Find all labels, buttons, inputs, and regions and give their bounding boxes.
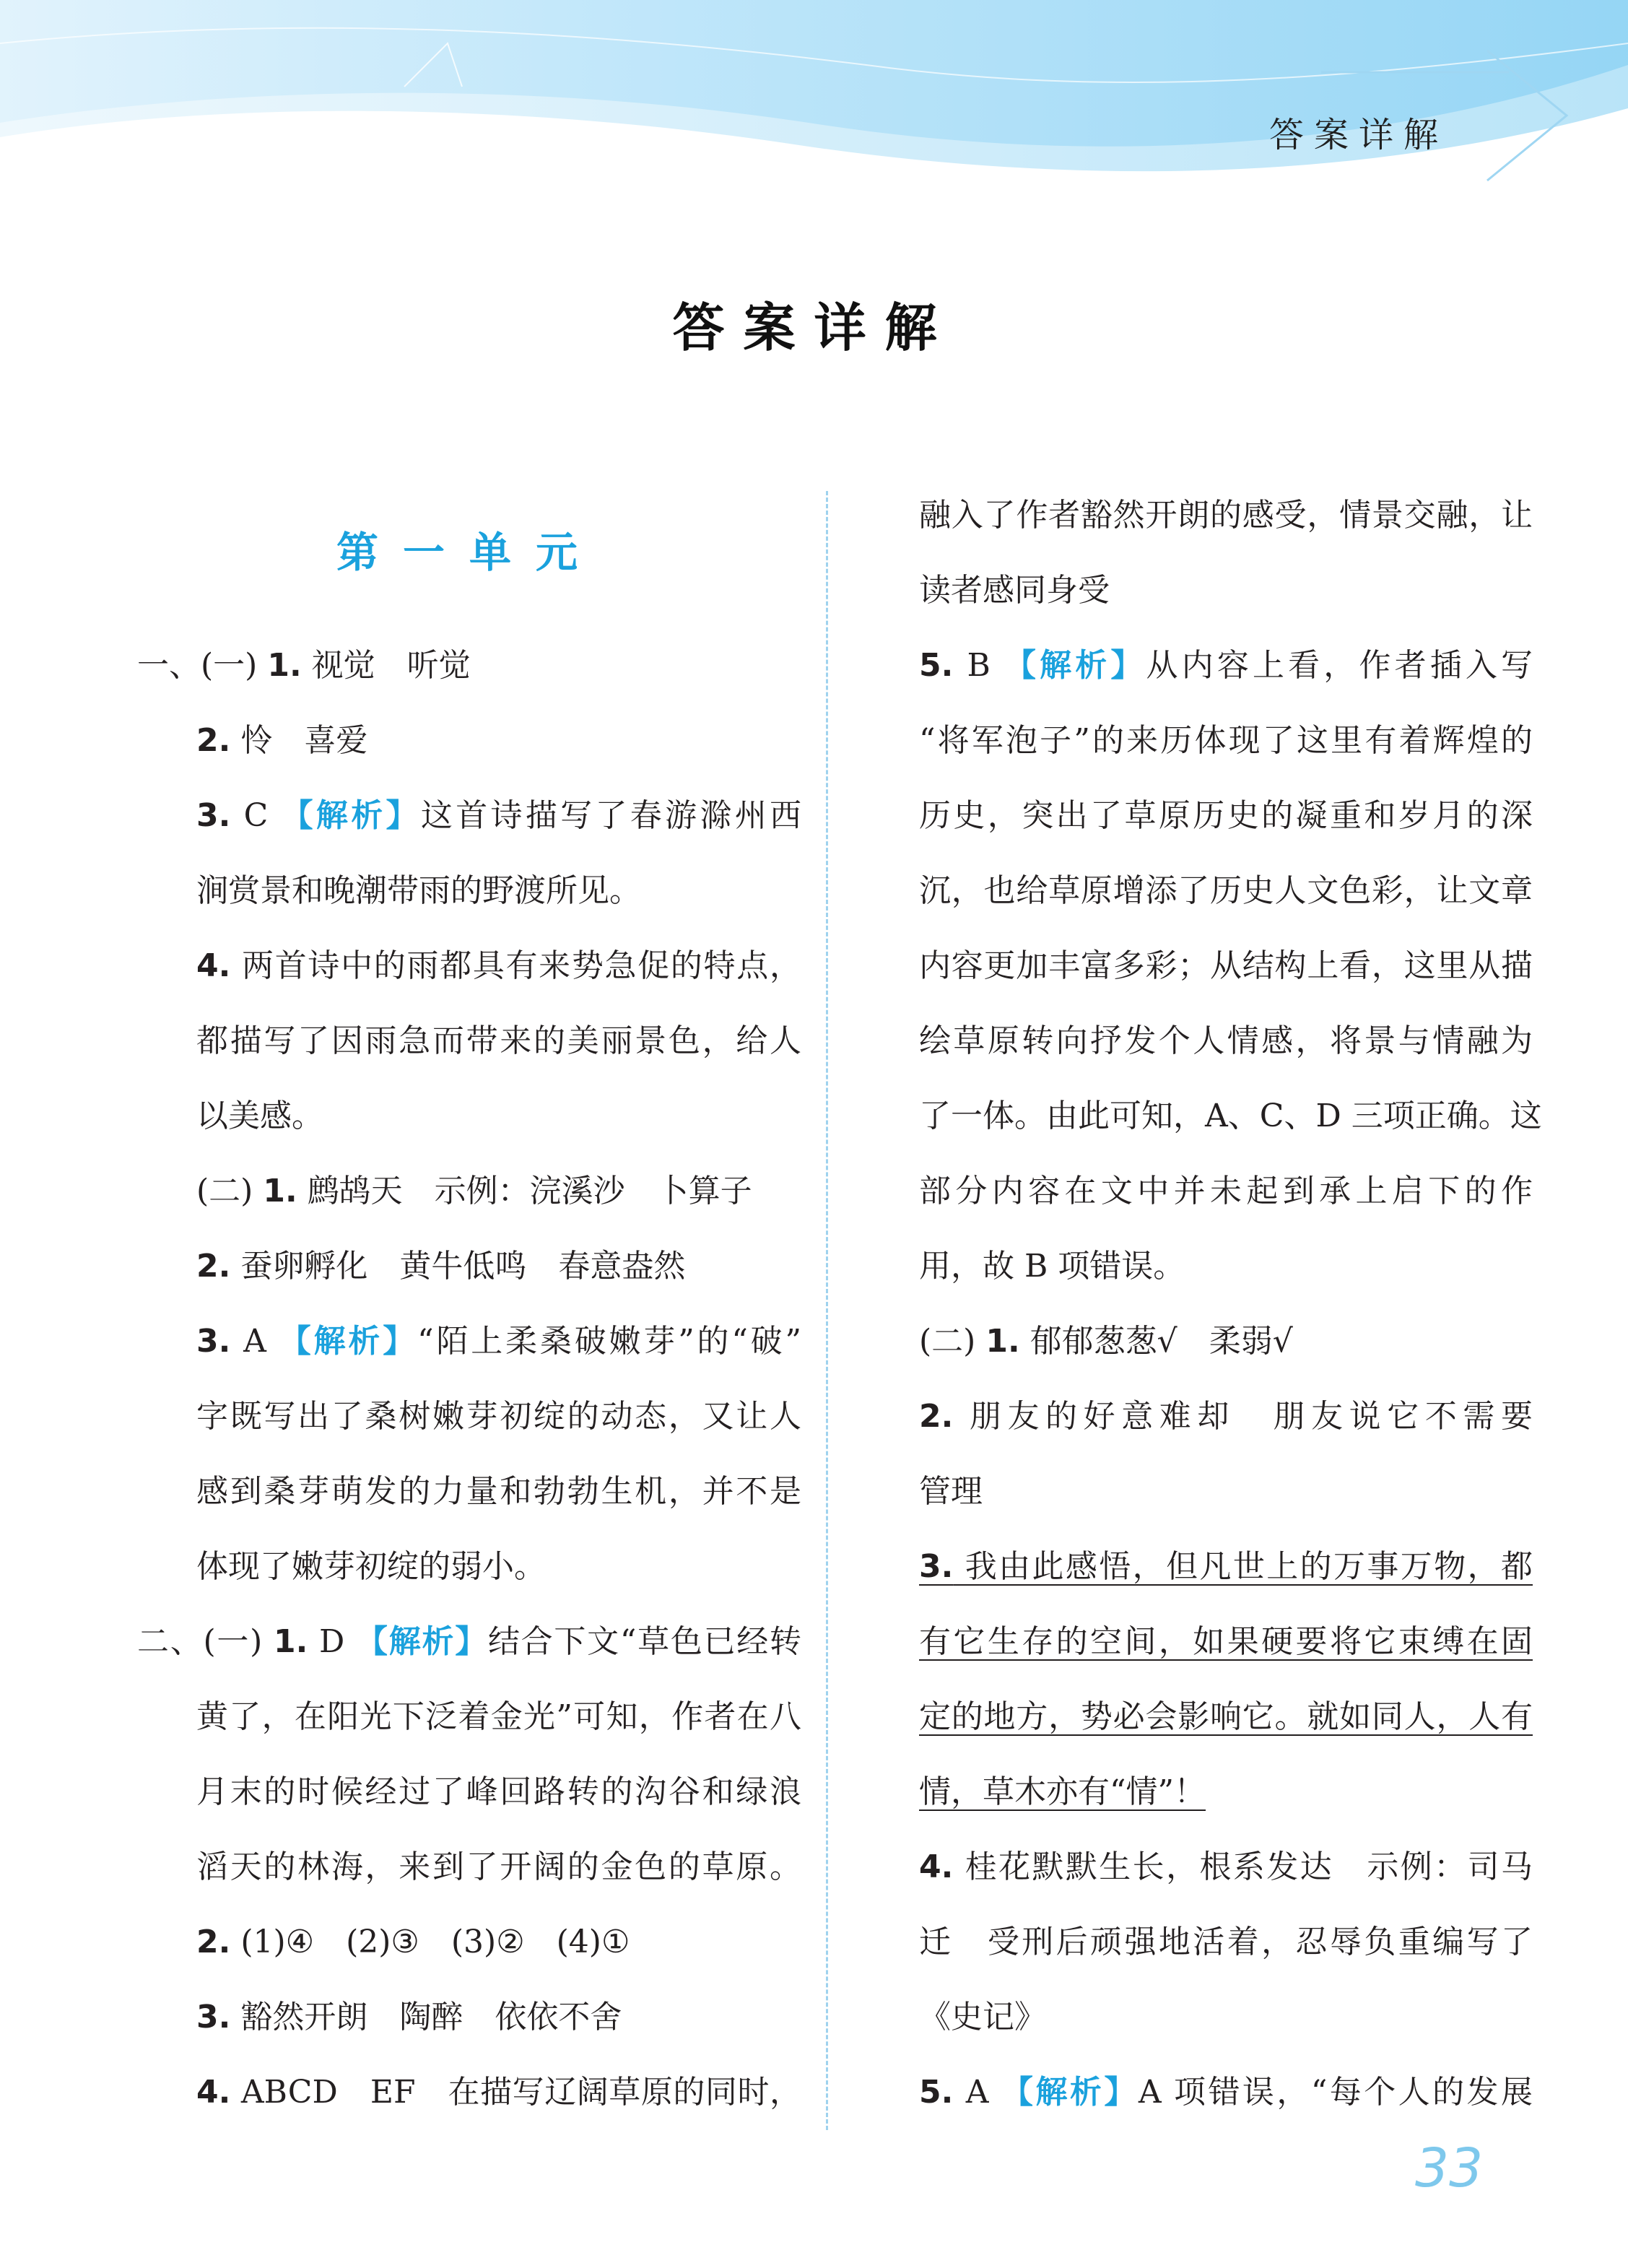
analysis-tag: 【解析】 xyxy=(356,1623,488,1660)
question-number: 1. xyxy=(267,647,302,684)
question-number: 5. xyxy=(919,2074,954,2111)
answer-line: 月末的时候经过了峰回路转的沟谷和绿浪 xyxy=(196,1773,801,1810)
answer-line: 历史，突出了草原历史的凝重和岁月的深 xyxy=(919,797,1533,834)
answer-line: (二) 1. 郁郁葱葱√ 柔弱√ xyxy=(919,1323,1293,1360)
question-number: 1. xyxy=(985,1323,1020,1360)
answer-line: 2. 蚕卵孵化 黄牛低鸣 春意盎然 xyxy=(196,1248,686,1285)
answer-line: 5. A 【解析】A 项错误，“每个人的发展 xyxy=(919,2074,1533,2111)
header-wave-banner xyxy=(0,0,1628,195)
question-number: 2. xyxy=(919,1398,954,1435)
answer-line: “将军泡子”的来历体现了这里有着辉煌的 xyxy=(919,722,1533,759)
answer-line: 用，故 B 项错误。 xyxy=(919,1248,1185,1285)
right-column xyxy=(919,478,1542,2130)
answer-line: 字既写出了桑树嫩芽初绽的动态，又让人 xyxy=(196,1398,801,1435)
question-number: 2. xyxy=(196,1924,231,1960)
answer-line: 《史记》 xyxy=(919,1999,1046,2035)
answer-line: 一、(一) 1. 视觉 听觉 xyxy=(137,647,471,684)
question-number: 4. xyxy=(919,1848,954,1885)
answer-line: 3. C 【解析】这首诗描写了春游滁州西 xyxy=(196,797,802,834)
answer-line: (二) 1. 鹧鸪天 示例：浣溪沙 卜算子 xyxy=(196,1173,752,1209)
answer-line: 沉，也给草原增添了历史人文色彩，让文章 xyxy=(919,872,1533,909)
answer-line: 2. 朋友的好意难却 朋友说它不需要 xyxy=(919,1398,1533,1435)
question-number: 4. xyxy=(196,2074,231,2111)
page-title: 答案详解 xyxy=(672,297,956,358)
column-divider xyxy=(826,491,828,2130)
analysis-tag: 【解析】 xyxy=(1001,2074,1139,2111)
question-number: 1. xyxy=(273,1623,308,1660)
answer-line: 管理 xyxy=(919,1473,983,1510)
answer-line: 滔天的林海，来到了开阔的金色的草原。 xyxy=(196,1848,801,1885)
question-number: 4. xyxy=(196,947,231,984)
answer-line: 内容更加丰富多彩；从结构上看，这里从描 xyxy=(919,947,1533,984)
answer-line: 4. 桂花默默生长，根系发达 示例：司马 xyxy=(919,1848,1533,1885)
question-number: 3. xyxy=(196,1999,231,2035)
underlined-answer-line: 有它生存的空间，如果硬要将它束缚在固 xyxy=(919,1623,1533,1660)
question-number: 3. xyxy=(196,797,231,834)
answer-line: 2. (1)④ (2)③ (3)② (4)① xyxy=(196,1924,630,1960)
answer-line: 融入了作者豁然开朗的感受，情景交融，让 xyxy=(919,497,1533,534)
underlined-answer-line: 3. 我由此感悟，但凡世上的万事万物，都 xyxy=(919,1548,1533,1585)
answer-line: 绘草原转向抒发个人情感，将景与情融为 xyxy=(919,1022,1533,1059)
answer-line: 都描写了因雨急而带来的美丽景色，给人 xyxy=(196,1022,801,1059)
question-number: 3. xyxy=(919,1548,954,1585)
answer-line: 体现了嫩芽初绽的弱小。 xyxy=(196,1548,546,1585)
answer-line: 2. 怜 喜爱 xyxy=(196,722,368,759)
question-number: 3. xyxy=(196,1323,231,1360)
question-number: 2. xyxy=(196,1248,231,1285)
question-number: 1. xyxy=(263,1173,297,1209)
analysis-tag: 【解析】 xyxy=(281,797,421,834)
answer-line: 以美感。 xyxy=(196,1098,323,1134)
answer-line: 涧赏景和晚潮带雨的野渡所见。 xyxy=(196,872,641,909)
answer-line: 3. A 【解析】“陌上柔桑破嫩芽”的“破” xyxy=(196,1323,802,1360)
answer-line: 3. 豁然开朗 陶醉 依依不舍 xyxy=(196,1999,622,2035)
answer-line: 5. B 【解析】从内容上看，作者插入写 xyxy=(919,647,1533,684)
question-number: 5. xyxy=(919,647,954,684)
answer-line: 4. 两首诗中的雨都具有来势急促的特点， xyxy=(196,947,801,984)
answer-line: 感到桑芽萌发的力量和勃勃生机，并不是 xyxy=(196,1473,801,1510)
answer-line: 读者感同身受 xyxy=(919,572,1110,609)
underlined-answer-line: 定的地方，势必会影响它。就如同人，人有 xyxy=(919,1698,1533,1735)
answer-line: 了一体。由此可知，A、C、D 三项正确。这 xyxy=(919,1098,1542,1134)
answer-line: 部分内容在文中并未起到承上启下的作 xyxy=(919,1173,1533,1209)
answer-line: 4. ABCD EF 在描写辽阔草原的同时， xyxy=(196,2074,801,2111)
left-column xyxy=(137,628,801,2130)
answer-line: 黄了，在阳光下泛着金光”可知，作者在八 xyxy=(196,1698,801,1735)
answer-line: 二、(一) 1. D 【解析】结合下文“草色已经转 xyxy=(137,1623,802,1660)
unit-title: 第一单元 xyxy=(336,528,602,577)
underlined-answer-line: 情，草木亦有“情”！ xyxy=(919,1773,1206,1810)
page-number: 33 xyxy=(1415,2137,1484,2199)
analysis-tag: 【解析】 xyxy=(279,1323,418,1360)
analysis-tag: 【解析】 xyxy=(1004,647,1146,684)
answer-line: 迁 受刑后顽强地活着，忍辱负重编写了 xyxy=(919,1924,1533,1960)
header-label: 答案详解 xyxy=(1269,115,1449,155)
question-number: 2. xyxy=(196,722,231,759)
